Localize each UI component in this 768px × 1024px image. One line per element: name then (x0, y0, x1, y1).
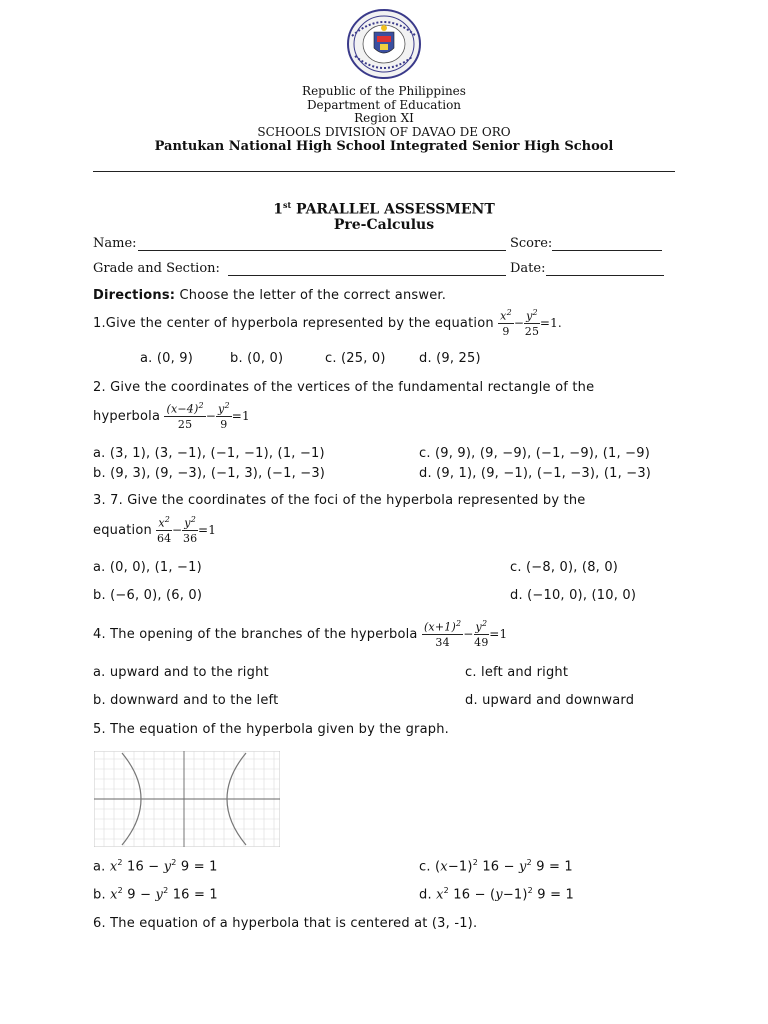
hyperbola-graph (94, 751, 280, 847)
directions (93, 288, 446, 303)
subject-title: Pre-Calculus (333, 217, 435, 233)
q2-choice-a[interactable]: a. (3, 1), (3, −1), (−1, −1), (1, −1) (93, 446, 325, 461)
q2-choice-b[interactable]: b. (9, 3), (9, −3), (−1, 3), (−1, −3) (93, 466, 326, 481)
q6-stem: 6. The equation of a hyperbola that is centered at (3, -1). (93, 916, 478, 931)
q3-stem-line1: 3. 7. Give the coordinates of the foci of the hyperbola represented by the (93, 493, 586, 508)
q2-stem-line1: 2. Give the coordinates of the vertices of the fundamental rectangle of the (93, 380, 595, 395)
q1-frac-1: $\frac{x^2}{9}$ (500, 308, 512, 338)
date-label: Date: (510, 261, 546, 276)
q2-stem-line2: hyperbola (93, 408, 161, 424)
question-4: 4. The opening of the branches of the hyperbola $\frac{(x+1)^2}{34}$ − $\frac{y^2}{49}$ =1 (93, 619, 508, 649)
grade-section-field[interactable] (228, 275, 506, 276)
score-field[interactable] (552, 250, 662, 251)
q1-choice-b[interactable]: b. (0, 0) (230, 351, 284, 366)
header-division: SCHOOLS DIVISION OF DAVAO DE ORO (257, 125, 511, 139)
q3-choice-a[interactable]: a. (0, 0), (1, −1) (93, 560, 202, 575)
q3-stem-line2: equation (93, 522, 152, 538)
q5-choice-d[interactable]: d. $x^2$ $16 - (y-1)^2$ 9 = 1 (419, 886, 575, 903)
deped-seal-icon (341, 6, 427, 82)
question-2-equation: hyperbola $\frac{(x-4)^2}{25}$ − $\frac{y^2}{9}$ =1 (93, 401, 250, 431)
q1-stem: 1.Give the center of hyperbola represented by the equation (93, 315, 494, 331)
q4-choice-a[interactable]: a. upward and to the right (93, 665, 269, 680)
score-label: Score: (510, 236, 553, 251)
q1-choice-d[interactable]: d. (9, 25) (419, 351, 481, 366)
directions-label: Directions: (93, 288, 176, 303)
header-department: Department of Education (306, 98, 462, 112)
grade-section-label: Grade and Section: (93, 261, 220, 276)
assessment-title: 1st PARALLEL ASSESSMENT (273, 200, 495, 218)
q5-stem: 5. The equation of the hyperbola given by the graph. (93, 722, 449, 737)
name-field[interactable] (138, 250, 506, 251)
q1-choice-a[interactable]: a. (0, 9) (140, 351, 193, 366)
directions-text: Choose the letter of the correct answer. (179, 288, 447, 303)
q3-frac-2: $\frac{y^2}{36}$ (182, 515, 198, 545)
q4-choice-d[interactable]: d. upward and downward (465, 693, 635, 708)
q4-stem: 4. The opening of the branches of the hyperbola (93, 626, 418, 642)
q5-choice-a[interactable]: a. $x^2$ $16 - y^2$ 9 = 1 (93, 858, 218, 875)
q4-choice-b[interactable]: b. downward and to the left (93, 693, 279, 708)
header-region: Region XI (354, 111, 414, 125)
date-field[interactable] (546, 275, 664, 276)
q2-frac-1: $\frac{(x-4)^2}{25}$ (166, 401, 204, 431)
header-republic: Republic of the Philippines (302, 84, 466, 98)
q3-choice-c[interactable]: c. (−8, 0), (8, 0) (510, 560, 619, 575)
q5-choice-c[interactable]: c. $(x-1)^2$ $16 - y^2$ 9 = 1 (419, 858, 573, 875)
q2-choice-c[interactable]: c. (9, 9), (9, −9), (−1, −9), (1, −9) (419, 446, 650, 461)
q4-frac-2: $\frac{y^2}{49}$ (474, 619, 489, 649)
header-school: Pantukan National High School Integrated Senior High School (154, 139, 614, 154)
q3-choice-d[interactable]: d. (−10, 0), (10, 0) (510, 588, 637, 603)
q2-choice-d[interactable]: d. (9, 1), (9, −1), (−1, −3), (1, −3) (419, 466, 652, 481)
q4-frac-1: $\frac{(x+1)^2}{34}$ (423, 619, 462, 649)
q3-choice-b[interactable]: b. (−6, 0), (6, 0) (93, 588, 203, 603)
header-divider (93, 171, 675, 172)
q3-frac-1: $\frac{x^2}{64}$ (156, 515, 172, 545)
question-3-equation: equation $\frac{x^2}{64}$ − $\frac{y^2}{36}$ =1 (93, 515, 217, 545)
q1-choice-c[interactable]: c. (25, 0) (325, 351, 386, 366)
q4-choice-c[interactable]: c. left and right (465, 665, 569, 680)
name-label: Name: (93, 236, 137, 251)
q5-choice-b[interactable]: b. $x^2$ $9 - y^2$ 16 = 1 (93, 886, 218, 903)
q2-frac-2: $\frac{y^2}{9}$ (218, 401, 230, 431)
q1-frac-2: $\frac{y^2}{25}$ (524, 308, 540, 338)
question-1: 1.Give the center of hyperbola represented by the equation $\frac{x^2}{9}$ − $\frac{y^2}{25}$ =1. (93, 308, 562, 338)
